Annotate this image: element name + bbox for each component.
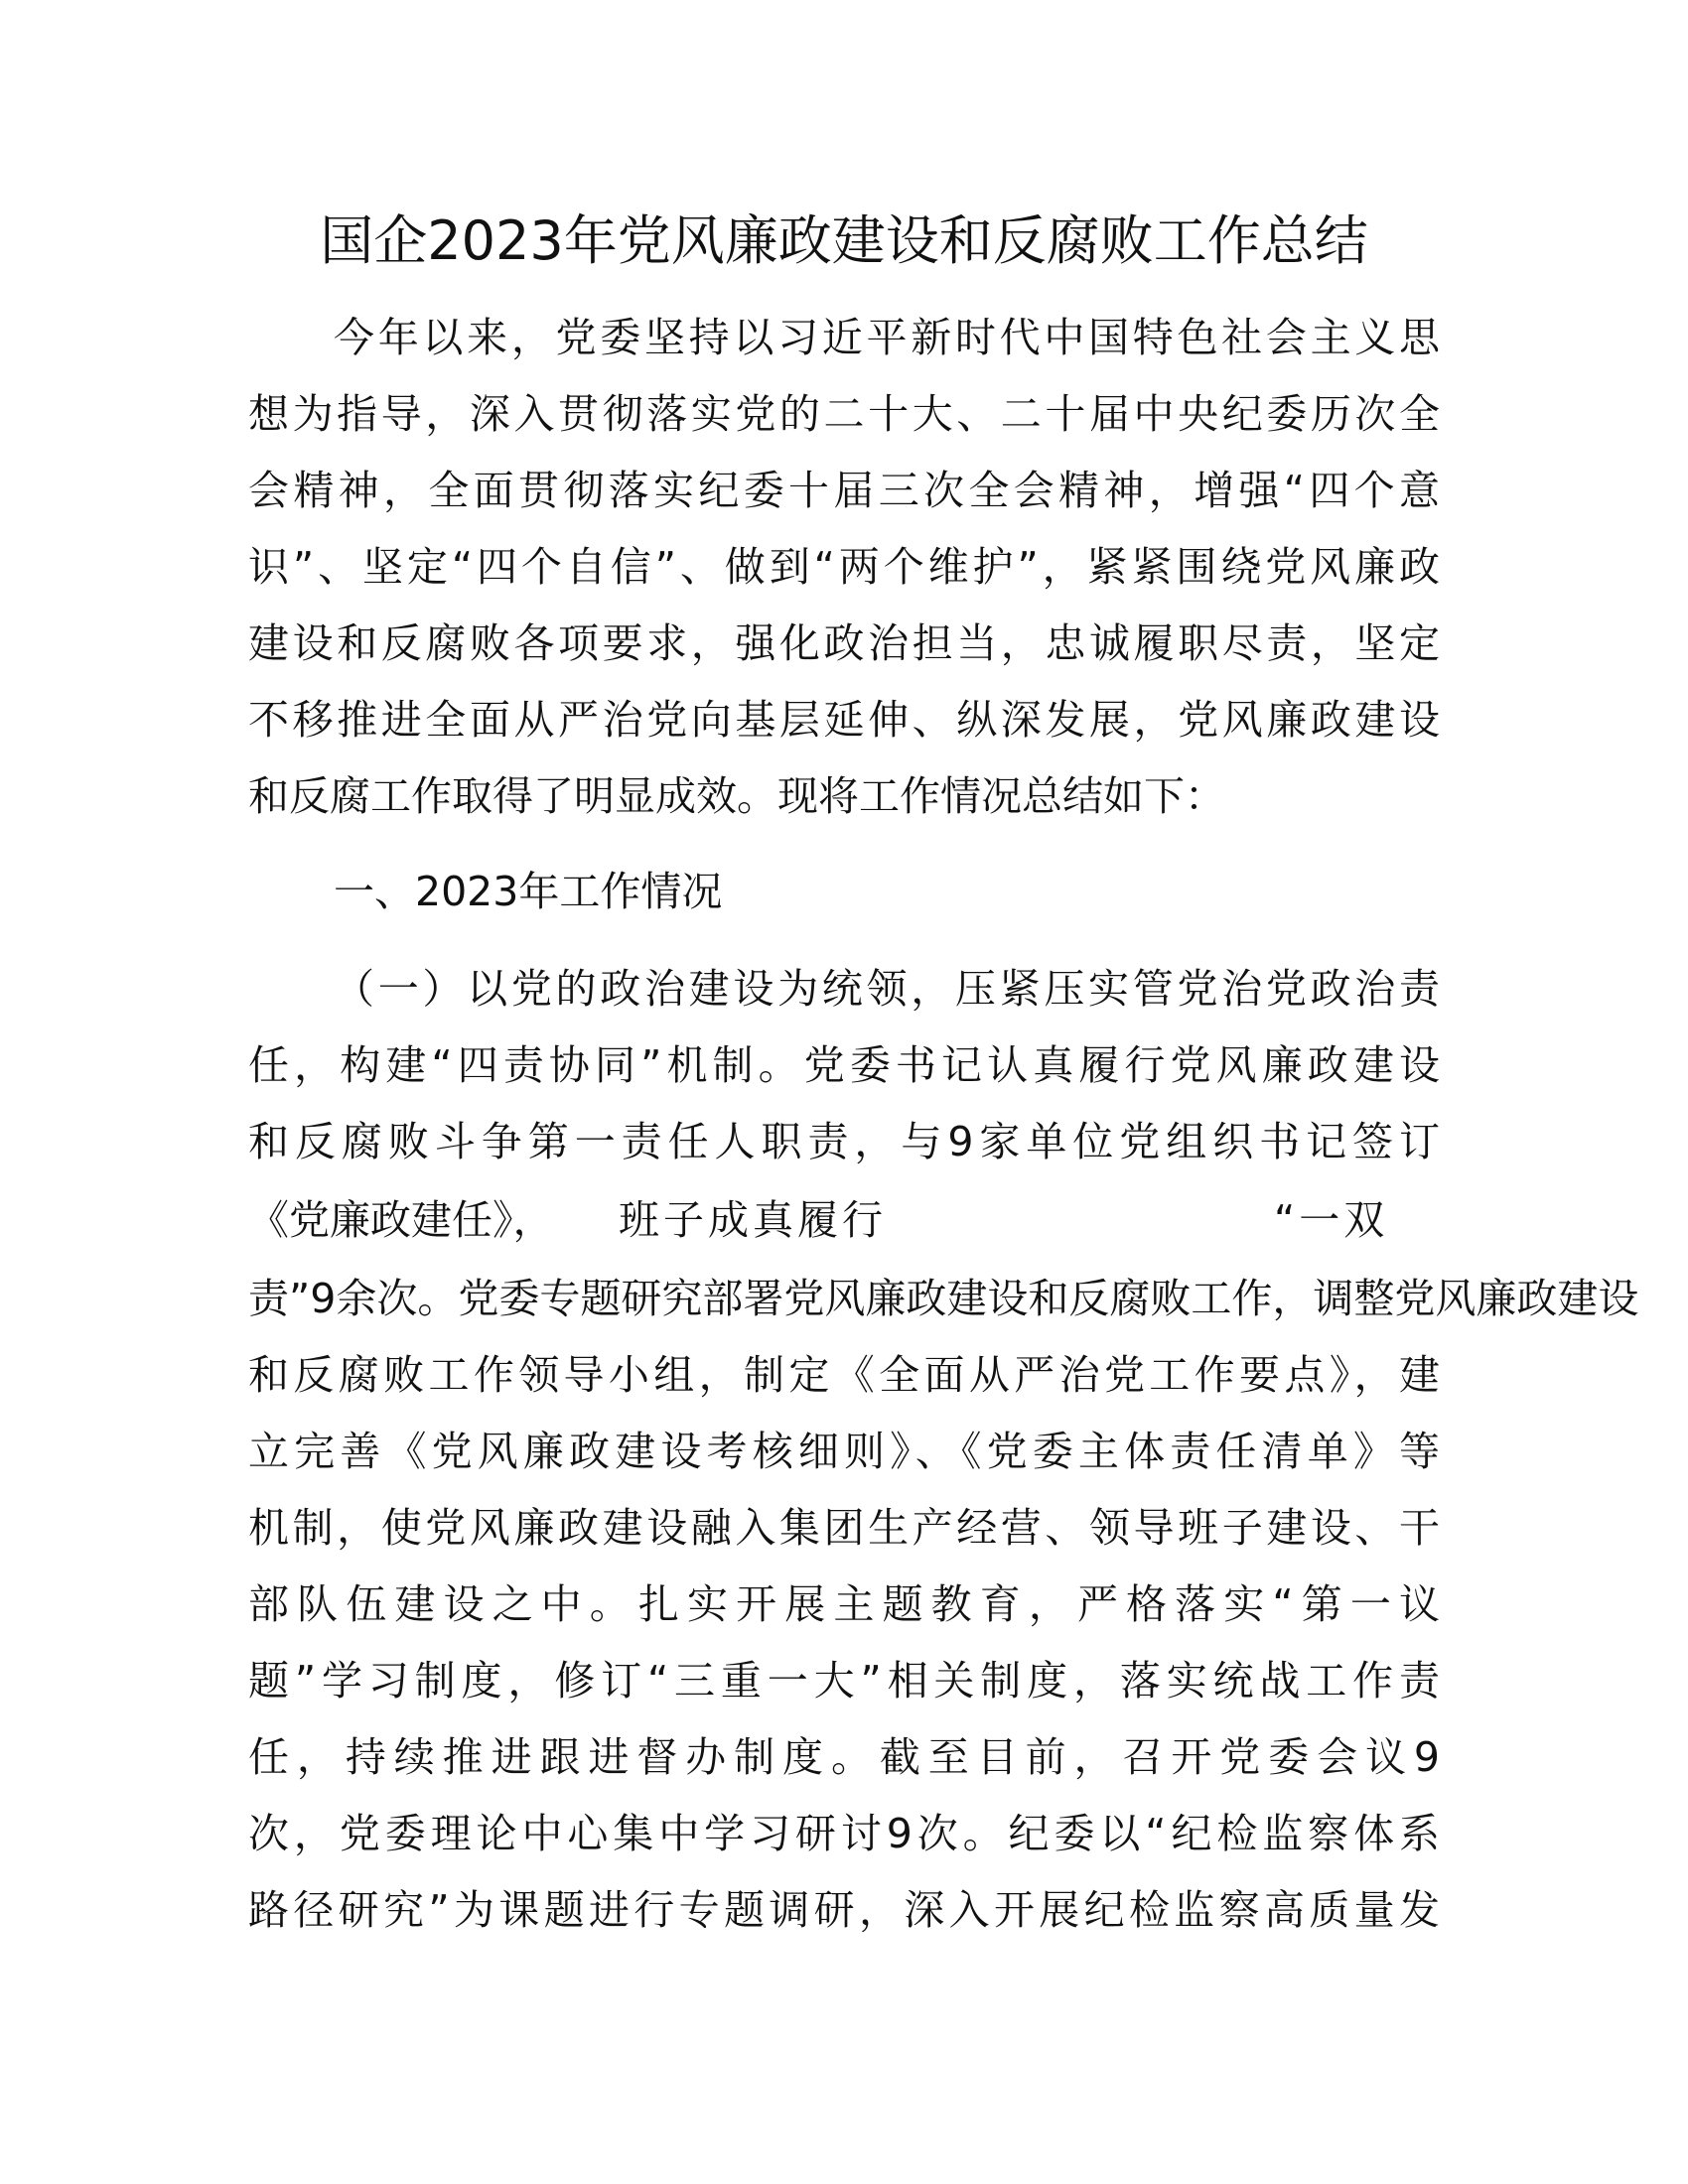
paragraph-line: 会精神，全面贯彻落实纪委十届三次全会精神，增强“四个意 <box>248 467 1440 514</box>
paragraph-line: 今年以来，党委坚持以习近平新时代中国特色社会主义思 <box>334 314 1440 361</box>
paragraph-line: （一）以党的政治建设为统领，压紧压实管党治党政治责 <box>334 965 1440 1013</box>
paragraph-line: 机制，使党风廉政建设融入集团生产经营、领导班子建设、干 <box>248 1504 1440 1552</box>
document-title: 国企2023年党风廉政建设和反腐败工作总结 <box>320 209 1368 272</box>
paragraph-fragment: 《党廉政建任》， <box>248 1196 554 1244</box>
paragraph-line: 建设和反腐败各项要求，强化政治担当，忠诚履职尽责，坚定 <box>248 619 1440 667</box>
paragraph-line: 和反腐工作取得了明显成效。现将工作情况总结如下： <box>248 772 1225 820</box>
paragraph-line: 任，持续推进跟进督办制度。截至目前，召开党委会议9 <box>248 1733 1440 1781</box>
paragraph-line: 次，党委理论中心集中学习研讨9次。纪委以“纪检监察体系 <box>248 1810 1440 1857</box>
paragraph-line: 部队伍建设之中。扎实开展主题教育，严格落实“第一议 <box>248 1580 1440 1628</box>
paragraph-line: 任，构建“四责协同”机制。党委书记认真履行党风廉政建设 <box>248 1041 1440 1089</box>
paragraph-line: 立完善《党风廉政建设考核细则》、《党委主体责任清单》等 <box>248 1428 1440 1475</box>
paragraph-fragment: “一双 <box>1274 1196 1389 1244</box>
paragraph-line: 路径研究”为课题进行专题调研，深入开展纪检监察高质量发 <box>248 1886 1440 1934</box>
paragraph-line: 不移推进全面从严治党向基层延伸、纵深发展，党风廉政建设 <box>248 696 1440 744</box>
paragraph-line: 题”学习制度，修订“三重一大”相关制度，落实统战工作责 <box>248 1657 1440 1705</box>
paragraph-line: 和反腐败工作领导小组，制定《全面从严治党工作要点》，建 <box>248 1351 1440 1399</box>
paragraph-line: 想为指导，深入贯彻落实党的二十大、二十届中央纪委历次全 <box>248 390 1440 438</box>
paragraph-line: 识”、坚定“四个自信”、做到“两个维护”，紧紧围绕党风廉政 <box>248 543 1440 591</box>
paragraph-line-overflow: 责”9余次。党委专题研究部署党风廉政建设和反腐败工作，调整党风廉政建设 <box>248 1275 1639 1322</box>
section-heading: 一、2023年工作情况 <box>334 868 723 915</box>
paragraph-line: 和反腐败斗争第一责任人职责，与9家单位党组织书记签订 <box>248 1118 1440 1165</box>
paragraph-fragment: 班子成真履行 <box>619 1196 887 1244</box>
